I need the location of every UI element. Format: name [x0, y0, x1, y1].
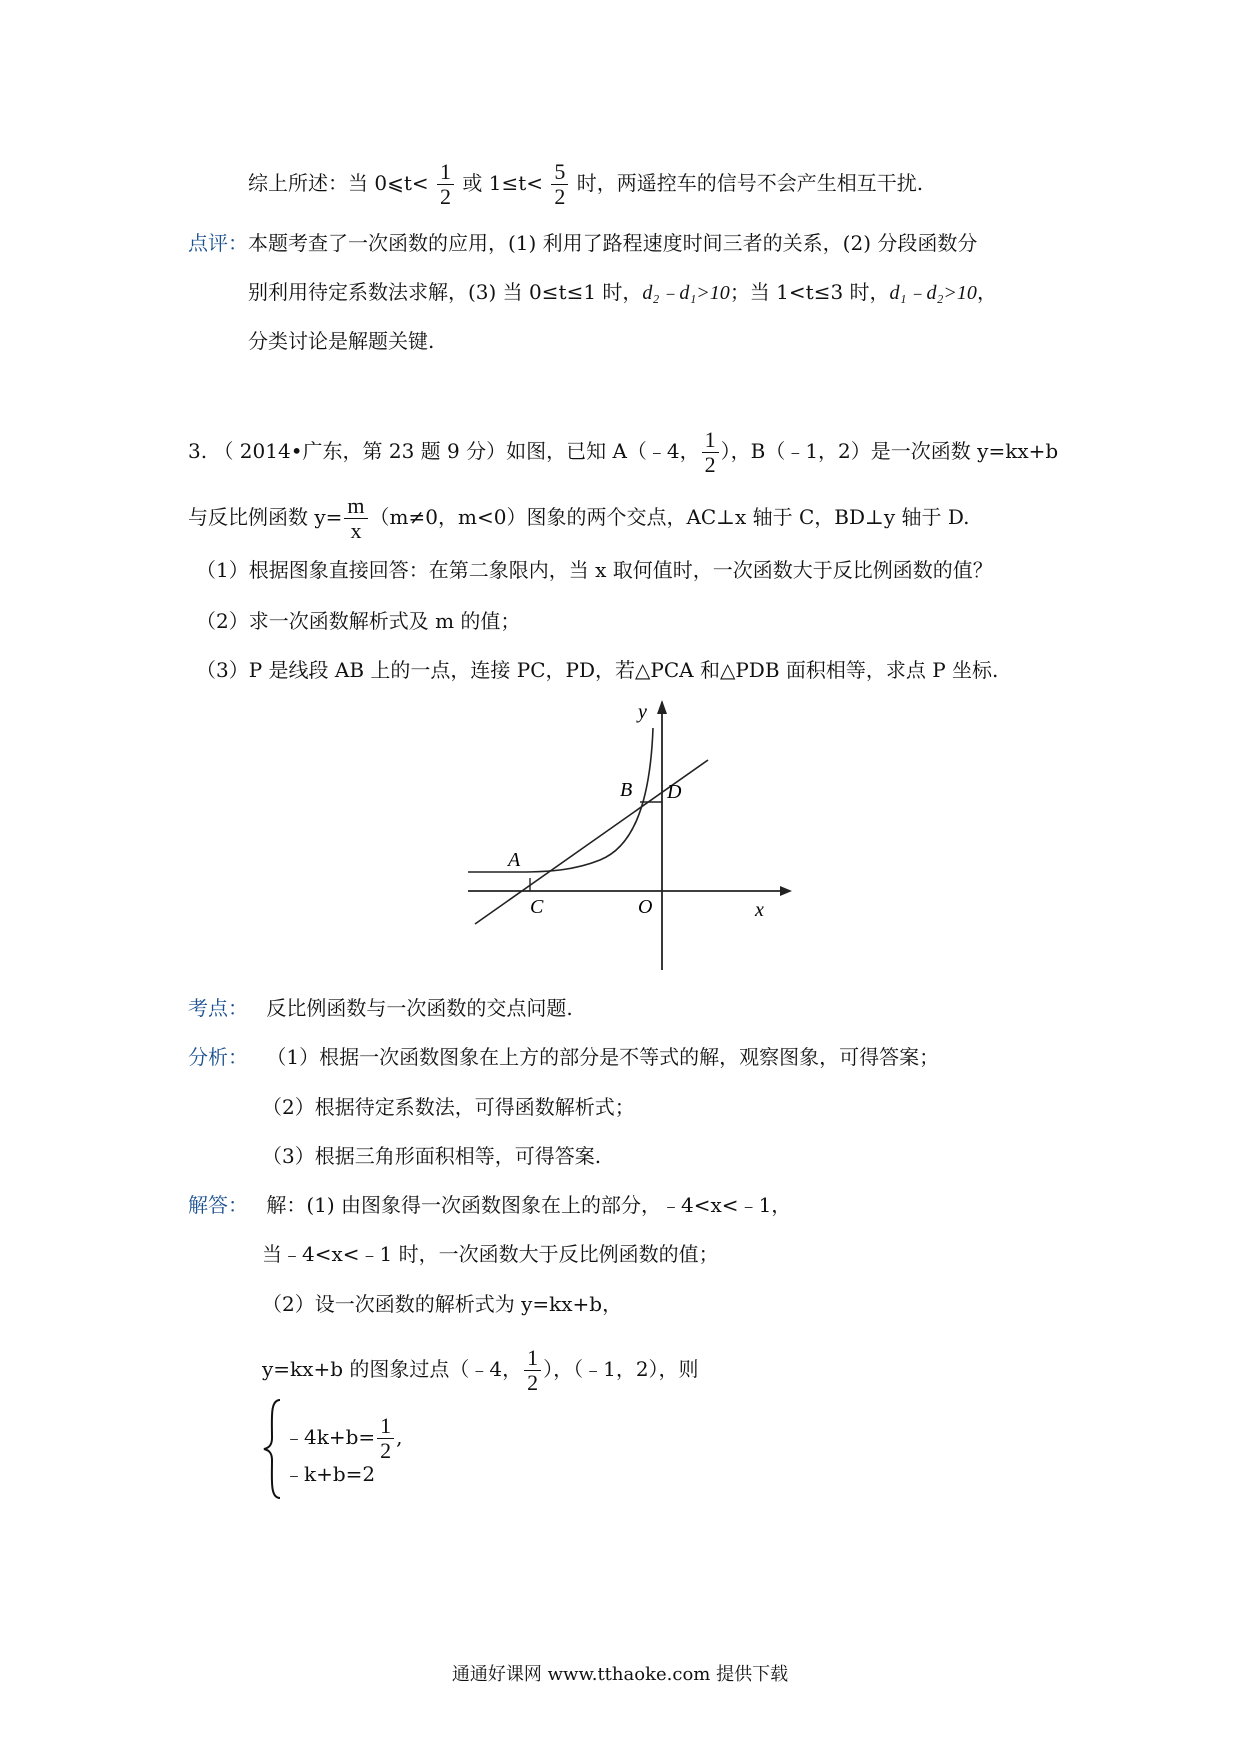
summary-line: [248, 160, 923, 209]
jieda-text3: （2）设一次函数的解析式为 y=kx+b，: [262, 1292, 623, 1316]
summary-frac1-den: 2: [440, 184, 451, 209]
summary-frac1-num: 1: [437, 160, 454, 185]
jieda-line4: [262, 1346, 699, 1395]
fenxi-text3: （3）根据三角形面积相等，可得答案.: [262, 1144, 602, 1168]
problem-line2-pre: 与反比例函数 y=: [188, 505, 343, 529]
page-footer: 通通好课网 www.tthaoke.com 提供下载: [451, 1664, 789, 1685]
problem-line2: [188, 494, 970, 543]
jieda-line2: [262, 1240, 719, 1268]
fenxi-text2: （2）根据待定系数法，可得函数解析式；: [262, 1095, 635, 1119]
equation-1-frac-den: 2: [380, 1438, 392, 1463]
comment-text2b: ；当 1<t≤3 时，: [729, 280, 890, 304]
summary-or: 或: [462, 171, 483, 195]
problem-pointA-post: ），B（﹣1，2）是一次函数 y=kx+b: [720, 439, 1059, 463]
problem-line2-post: （m≠0，m<0）图象的两个交点，AC⊥x 轴于 C，BD⊥y 轴于 D.: [369, 505, 970, 529]
equation-brace: [262, 1398, 284, 1500]
summary-frac1: [437, 160, 454, 209]
comment-text2a: 别利用待定系数法求解，(3) 当 0≤t≤1 时，: [248, 280, 643, 304]
jieda-text2: 当﹣4<x<﹣1 时，一次函数大于反比例函数的值；: [262, 1242, 719, 1266]
equation-1-frac: [377, 1414, 394, 1463]
kaodian-text: 反比例函数与一次函数的交点问题.: [266, 996, 573, 1020]
fenxi-line2: [262, 1093, 635, 1121]
label-O: O: [638, 896, 653, 918]
comment-line3: [248, 327, 434, 355]
label-y: y: [638, 701, 647, 723]
label-x: x: [755, 899, 764, 921]
question-1-text: （1）根据图象直接回答：在第二象限内，当 x 取何值时，一次函数大于反比例函数的值？: [196, 558, 993, 582]
summary-cond2: 1≤t<: [488, 171, 543, 195]
label-D: D: [667, 781, 682, 803]
comment-d1d2: d₁﹣d₂>10: [889, 282, 977, 304]
y-axis-arrow: [657, 700, 667, 714]
question-3-text: （3）P 是线段 AB 上的一点，连接 PC，PD，若△PCA 和△PDB 面积相等，求点 P 坐标.: [196, 658, 999, 682]
problem-line2-frac-den: x: [350, 518, 362, 543]
kaodian-line: [188, 994, 573, 1022]
jieda-l4-frac: [524, 1346, 541, 1395]
equation-2-text: ﹣k+b=2: [284, 1462, 376, 1486]
problem-pointA-frac: [702, 428, 719, 477]
problem-pointA-frac-num: 1: [702, 428, 719, 453]
comment-text3: 分类讨论是解题关键.: [248, 329, 435, 353]
comment-text2c: ，: [976, 280, 997, 304]
jieda-l4-frac-den: 2: [527, 1370, 539, 1395]
comment-label: 点评：: [188, 231, 248, 255]
question-1: [196, 556, 993, 584]
jieda-line3: [262, 1290, 622, 1318]
problem-number: 3.: [188, 439, 208, 463]
problem-line1: [188, 428, 1058, 477]
jieda-l4-frac-num: 1: [524, 1346, 541, 1371]
comment-text1: 本题考查了一次函数的应用，(1) 利用了路程速度时间三者的关系，(2) 分段函数分: [248, 231, 978, 255]
label-C: C: [530, 896, 544, 918]
fenxi-label: 分析：: [188, 1045, 248, 1069]
fenxi-text1: （1）根据一次函数图象在上方的部分是不等式的解，观察图象，可得答案；: [266, 1045, 940, 1069]
function-graph-figure: [450, 690, 800, 980]
equation-1-frac-num: 1: [377, 1414, 394, 1439]
jieda-text4-pre: y=kx+b 的图象过点（﹣4，: [262, 1357, 523, 1381]
equation-1: [284, 1414, 403, 1463]
problem-line2-frac: [344, 494, 367, 543]
problem-line2-frac-num: m: [344, 494, 367, 519]
x-axis-arrow: [780, 886, 792, 896]
kaodian-label: 考点：: [188, 996, 248, 1020]
jieda-label: 解答：: [188, 1193, 248, 1217]
summary-tail: 时，两遥控车的信号不会产生相互干扰.: [576, 171, 924, 195]
problem-source: （ 2014•广东，第 23 题 9 分）如图，已知: [213, 439, 607, 463]
summary-cond1: 0⩽t<: [374, 171, 429, 195]
summary-frac2-num: 5: [551, 160, 568, 185]
problem-pointA-frac-den: 2: [704, 452, 716, 477]
jieda-line1: [188, 1191, 791, 1219]
summary-lead: 综上所述：当: [248, 171, 368, 195]
fenxi-line3: [262, 1142, 601, 1170]
question-3: [196, 656, 998, 684]
comment-d2d1: d₂﹣d₁>10: [642, 282, 730, 304]
jieda-text4-post: ），（﹣1，2），则: [543, 1357, 699, 1381]
equation-1-post: ,: [396, 1425, 403, 1449]
jieda-text1: 解：(1) 由图象得一次函数图象在上的部分，﹣4<x<﹣1，: [266, 1193, 792, 1217]
question-2-text: （2）求一次函数解析式及 m 的值；: [196, 609, 521, 633]
equation-1-pre: ﹣4k+b=: [284, 1425, 376, 1449]
comment-line1: [188, 229, 977, 257]
problem-pointA-pre: A（﹣4，: [612, 439, 700, 463]
label-A: A: [508, 849, 521, 871]
equation-2: [284, 1460, 375, 1488]
comment-line2: [248, 278, 997, 307]
summary-frac2: [551, 160, 568, 209]
summary-frac2-den: 2: [554, 184, 566, 209]
question-2: [196, 607, 520, 635]
fenxi-line1: [188, 1043, 939, 1071]
label-B: B: [620, 779, 633, 801]
